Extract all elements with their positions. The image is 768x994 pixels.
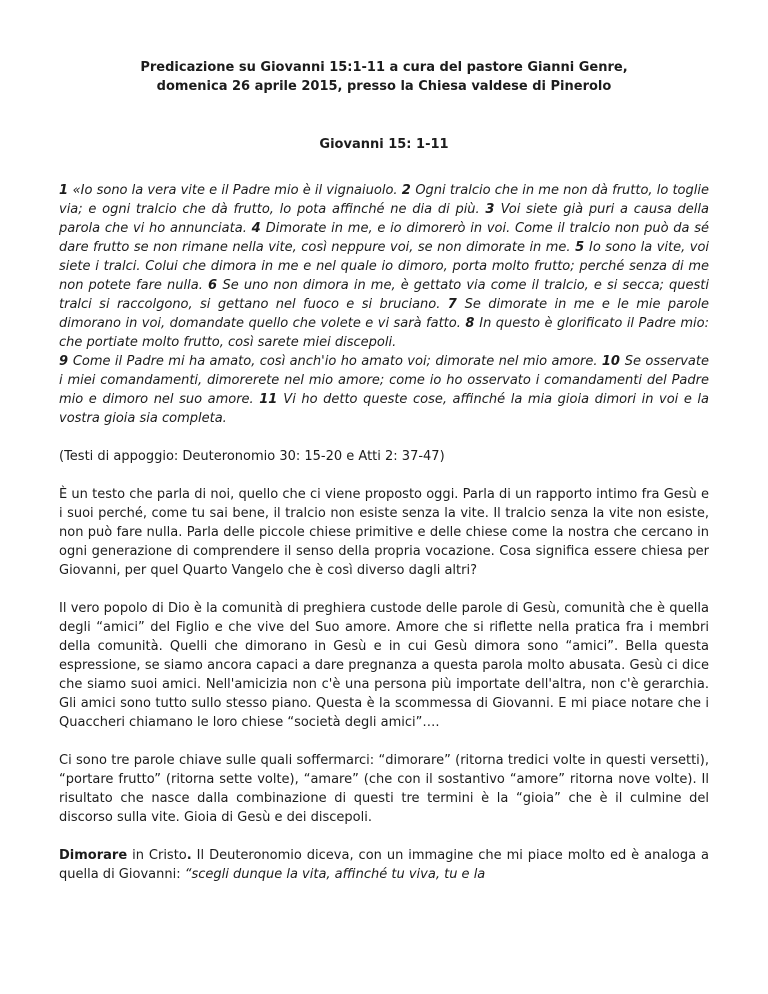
text-run: 2	[401, 183, 416, 198]
text-run: In questo è glorificato il Padre mio: che portiate molto frutto, così sarete miei discepoli.	[59, 316, 709, 350]
text-run: in Cristo	[127, 848, 187, 863]
section-heading: Giovanni 15: 1-11	[319, 137, 449, 152]
paragraph	[59, 447, 709, 466]
document-title	[59, 58, 709, 96]
text-run: Se uno non dimora in me, è gettato via come il tralcio, e si secca; questi tralci si raccolgono, si gettano nel fuoco e si bruciano.	[59, 278, 709, 312]
paragraph	[59, 485, 709, 580]
text-run: Il vero popolo di Dio è la comunità di preghiera custode delle parole di Gesù, comunità che è quella degli “amici” del Figlio e che vive del Suo amore. Amore che si riflette nella pratica fra i membri della comunità. Quelli che dimorano in Gesù e in cui Gesù dimora sono “amici”. Bella questa espressione, se siamo ancora capaci a dare pregnanza a questa parola molto abusata. Gesù ci dice che siamo suoi amici. Nell'amicizia non c'è una persona più importate dell'altra, non c'è gerarchia. Gli amici sono tutto sullo stesso piano. Questa è la scommessa di Giovanni. E mi piace notare che i Quaccheri chiamano le loro chiese “società degli amici”….	[59, 601, 709, 730]
text-run: 5	[575, 240, 589, 255]
text-run: Dimorare	[59, 848, 128, 863]
text-run: Io sono la vite, voi siete i tralci. Colui che dimora in me e nel quale io dimoro, porta molto frutto; perché senza di me non potete fare nulla.	[59, 240, 710, 293]
text-run: Il Deuteronomio diceva, con un immagine che mi piace molto ed è analoga a quella di Giovanni:	[59, 848, 709, 882]
text-run: 11	[259, 392, 284, 407]
text-run: (Testi di appoggio: Deuteronomio 30: 15-20 e Atti 2: 37-47)	[59, 449, 445, 464]
text-run: Dimorate in me, e io dimorerò in voi. Come il tralcio non può da sé dare frutto se non rimane nella vite, così neppure voi, se non dimorate in me.	[59, 221, 710, 255]
text-run: Se osservate i miei comandamenti, dimorerete nel mio amore; come io ho osservato i comandamenti del Padre mio e dimoro nel suo amore.	[59, 354, 709, 407]
paragraph	[59, 181, 709, 428]
text-run: 3	[485, 202, 501, 217]
text-run: “scegli dunque la vita, affinché tu viva, tu e la	[184, 867, 486, 882]
text-run: Vi ho detto queste cose, affinché la mia gioia dimori in voi e la vostra gioia sia completa.	[59, 392, 709, 426]
text-run: Se dimorate in me e le mie parole dimorano in voi, domandate quello che volete e vi sarà fatto.	[59, 297, 710, 331]
text-run: Voi siete già puri a causa della parola che vi ho annunciata.	[59, 202, 709, 236]
text-run: 6	[207, 278, 223, 293]
text-run: «Io sono la vera vite e il Padre mio è il vignaiuolo.	[72, 183, 402, 198]
text-run: 4	[251, 221, 266, 236]
document-title-line-2: domenica 26 aprile 2015, presso la Chiesa valdese di Pinerolo	[156, 79, 612, 94]
text-run: 1	[59, 183, 73, 198]
text-run: Ci sono tre parole chiave sulle quali soffermarci: “dimorare” (ritorna tredici volte in questi versetti), “portare frutto” (ritorna sette volte), “amare” (che con il sostantivo “amore” ritorna nove volte). Il risultato che nasce dalla combinazione di questi tre termini è la “gioia” che è il culmine del discorso sulla vite. Gioia di Gesù e dei discepoli.	[59, 753, 709, 825]
text-run: 10	[601, 354, 625, 369]
document-title-line-1: Predicazione su Giovanni 15:1-11 a cura del pastore Gianni Genre,	[140, 60, 628, 75]
text-run: 9	[59, 354, 73, 369]
paragraph	[59, 751, 709, 827]
document-body	[59, 181, 709, 884]
paragraph	[59, 599, 709, 732]
paragraph	[59, 846, 709, 884]
text-run: 8	[465, 316, 480, 331]
text-run: Come il Padre mi ha amato, così anch'io ho amato voi; dimorate nel mio amore.	[72, 354, 602, 369]
text-run: È un testo che parla di noi, quello che ci viene proposto oggi. Parla di un rapporto intimo fra Gesù e i suoi perché, come tu sai bene, il tralcio non esiste senza la vite. Il tralcio senza la vite non esiste, non può fare nulla. Parla delle piccole chiese primitive e delle chiese come la nostra che cercano in ogni generazione di comprendere il senso della propria vocazione. Cosa significa essere chiesa per Giovanni, per quel Quarto Vangelo che è così diverso dagli altri?	[59, 487, 709, 578]
text-run: 7	[447, 297, 465, 312]
text-run: Ogni tralcio che in me non dà frutto, lo toglie via; e ogni tralcio che dà frutto, lo pota affinché ne dia di più.	[59, 183, 709, 217]
text-run: .	[186, 848, 192, 863]
